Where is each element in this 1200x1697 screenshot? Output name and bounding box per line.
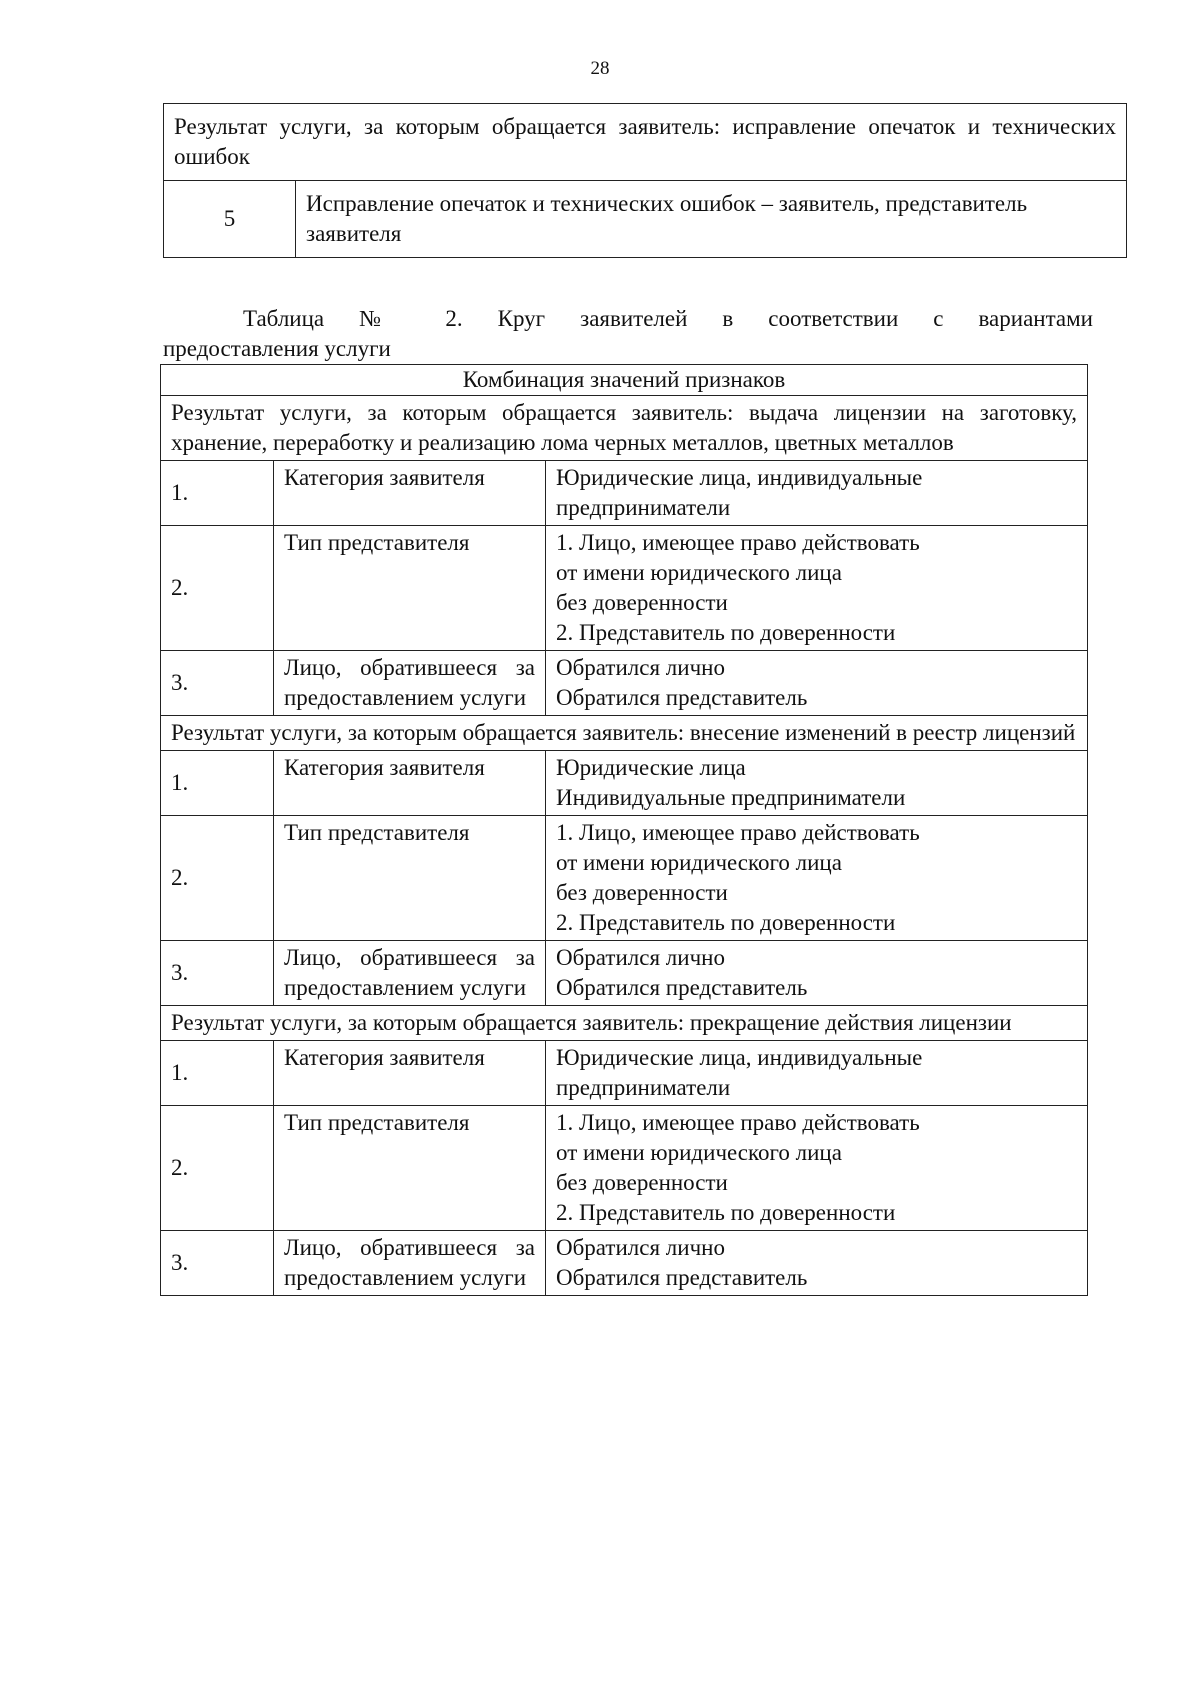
row-number: 2. [161,526,274,651]
row-number: 5 [164,181,296,258]
row-value [546,1231,1088,1296]
table-header-row [161,365,1088,396]
value-line: предприниматели [556,495,731,520]
table-row [161,651,1088,716]
row-label: Лицо, обратившееся за предоставлением услуги [274,651,546,716]
row-label: Категория заявителя [274,751,546,816]
table-row [161,1106,1088,1231]
section-row [161,716,1088,751]
value-line: Юридические лица, индивидуальные [556,1045,923,1070]
row-number: 1. [161,1041,274,1106]
row-value [546,651,1088,716]
table-row [161,941,1088,1006]
row-number: 2. [161,1106,274,1231]
value-line: Юридические лица [556,755,746,780]
row-label: Категория заявителя [274,461,546,526]
table-row [161,751,1088,816]
row-number: 1. [161,751,274,816]
caption-line-2: предоставления услуги [163,336,391,361]
table-row [161,526,1088,651]
table-row [161,1231,1088,1296]
value-line: от имени юридического лица [556,560,842,585]
row-label: Лицо, обратившееся за предоставлением услуги [274,1231,546,1296]
value-line: Индивидуальные предприниматели [556,785,906,810]
value-line: 2. Представитель по доверенности [556,1200,896,1225]
value-line: 2. Представитель по доверенности [556,910,896,935]
applicants-table-body [161,365,1088,1296]
row-value [546,751,1088,816]
row-number: 3. [161,651,274,716]
value-line: Обратился представитель [556,685,808,710]
table-row [161,461,1088,526]
value-line: от имени юридического лица [556,1140,842,1165]
caption-line-1: Таблица № 2. Круг заявителей в соответствии с вариантами [243,306,1093,331]
row-text: Исправление опечаток и технических ошибок – заявитель, представитель заявителя [296,181,1127,258]
value-line: предприниматели [556,1075,731,1100]
table1-header: Результат услуги, за которым обращается заявитель: исправление опечаток и технических ошибок [164,104,1127,181]
value-line: Обратился представитель [556,975,808,1000]
applicants-table [160,364,1088,1296]
value-line: без доверенности [556,590,728,615]
value-line: Обратился лично [556,655,725,680]
row-value [546,526,1088,651]
value-line: 2. Представитель по доверенности [556,620,896,645]
row-value [546,461,1088,526]
row-value [546,1041,1088,1106]
row-number: 3. [161,941,274,1006]
table-row [161,1041,1088,1106]
value-line: без доверенности [556,880,728,905]
table-row [161,816,1088,941]
row-value [546,816,1088,941]
row-label: Категория заявителя [274,1041,546,1106]
row-label: Тип представителя [274,816,546,941]
row-label: Тип представителя [274,1106,546,1231]
value-line: Юридические лица, индивидуальные [556,465,923,490]
row-number: 3. [161,1231,274,1296]
row-label: Тип представителя [274,526,546,651]
section-title: Результат услуги, за которым обращается заявитель: внесение изменений в реестр лицензий [161,716,1088,751]
row-number: 1. [161,461,274,526]
value-line: 1. Лицо, имеющее право действовать [556,1110,920,1135]
value-line: 1. Лицо, имеющее право действовать [556,530,920,555]
value-line: без доверенности [556,1170,728,1195]
section-row [161,1006,1088,1041]
table2-header: Комбинация значений признаков [161,365,1088,396]
section-row [161,396,1088,461]
row-value [546,1106,1088,1231]
value-line: Обратился лично [556,945,725,970]
table-caption [163,304,1093,364]
result-table-corrections [163,103,1127,258]
row-label: Лицо, обратившееся за предоставлением услуги [274,941,546,1006]
value-line: от имени юридического лица [556,850,842,875]
row-value [546,941,1088,1006]
value-line: Обратился лично [556,1235,725,1260]
table-row [164,181,1127,258]
section-title: Результат услуги, за которым обращается заявитель: прекращение действия лицензии [161,1006,1088,1041]
page-number: 28 [590,58,610,79]
section-title: Результат услуги, за которым обращается заявитель: выдача лицензии на заготовку, хранение, переработку и реализацию лома черных металлов, цветных металлов [161,396,1088,461]
value-line: 1. Лицо, имеющее право действовать [556,820,920,845]
value-line: Обратился представитель [556,1265,808,1290]
table-header-row [164,104,1127,181]
row-number: 2. [161,816,274,941]
